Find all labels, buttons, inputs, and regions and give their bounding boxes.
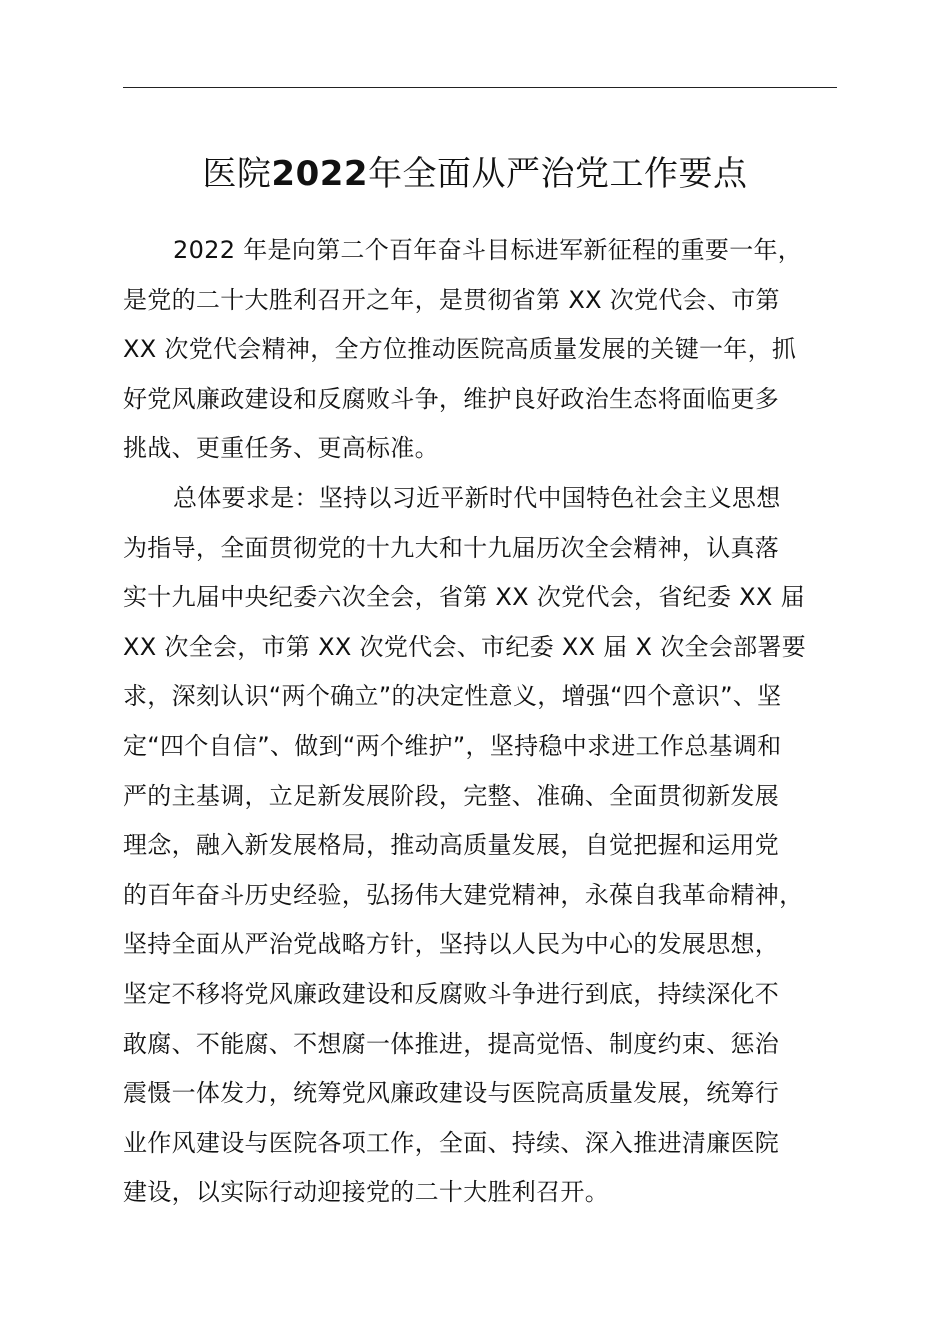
title-suffix: 年全面从严治党工作要点	[368, 154, 748, 194]
paragraph-line: 震慑一体发力，统筹党风廉政建设与医院高质量发展，统筹行	[123, 1079, 780, 1108]
paragraph-line: 挑战、更重任务、更高标准。	[123, 434, 439, 463]
paragraph-line: 好党风廉政建设和反腐败斗争，维护良好政治生态将面临更多	[123, 384, 780, 413]
document-body	[123, 226, 837, 1218]
title-prefix: 医院	[202, 154, 272, 194]
paragraph-line: 理念，融入新发展格局，推动高质量发展，自觉把握和运用党	[123, 831, 780, 860]
title-year: 2022	[271, 154, 369, 194]
paragraph-line: 坚定不移将党风廉政建设和反腐败斗争进行到底，持续深化不	[123, 979, 780, 1008]
document-title	[0, 148, 950, 200]
paragraph-line: 是党的二十大胜利召开之年，是贯彻省第 XX 次党代会、市第	[123, 285, 780, 314]
paragraph-line: XX 次全会，市第 XX 次党代会、市纪委 XX 届 X 次全会部署要	[123, 632, 806, 661]
paragraph-1	[123, 226, 837, 474]
paragraph-line: 敢腐、不能腐、不想腐一体推进，提高觉悟、制度约束、惩治	[123, 1029, 780, 1058]
paragraph-line: 求，深刻认识“两个确立”的决定性意义，增强“四个意识”、坚	[123, 682, 782, 711]
paragraph-line: 总体要求是：坚持以习近平新时代中国特色社会主义思想	[173, 483, 781, 512]
paragraph-line: 严的主基调，立足新发展阶段，完整、准确、全面贯彻新发展	[123, 781, 780, 810]
header-rule	[123, 87, 837, 88]
paragraph-line: 的百年奋斗历史经验，弘扬伟大建党精神，永葆自我革命精神，	[123, 880, 804, 909]
paragraph-line: XX 次党代会精神，全方位推动医院高质量发展的关键一年，抓	[123, 335, 797, 364]
paragraph-line: 2022 年是向第二个百年奋斗目标进军新征程的重要一年，	[173, 236, 803, 264]
paragraph-line: 建设，以实际行动迎接党的二十大胜利召开。	[123, 1178, 609, 1207]
paragraph-line: 为指导，全面贯彻党的十九大和十九届历次全会精神，认真落	[123, 533, 780, 562]
paragraph-line: 定“四个自信”、做到“两个维护”，坚持稳中求进工作总基调和	[123, 731, 782, 760]
paragraph-line: 实十九届中央纪委六次全会，省第 XX 次党代会，省纪委 XX 届	[123, 583, 805, 612]
paragraph-2	[123, 474, 837, 1218]
paragraph-line: 坚持全面从严治党战略方针，坚持以人民为中心的发展思想，	[123, 930, 780, 959]
paragraph-line: 业作风建设与医院各项工作，全面、持续、深入推进清廉医院	[123, 1128, 780, 1157]
